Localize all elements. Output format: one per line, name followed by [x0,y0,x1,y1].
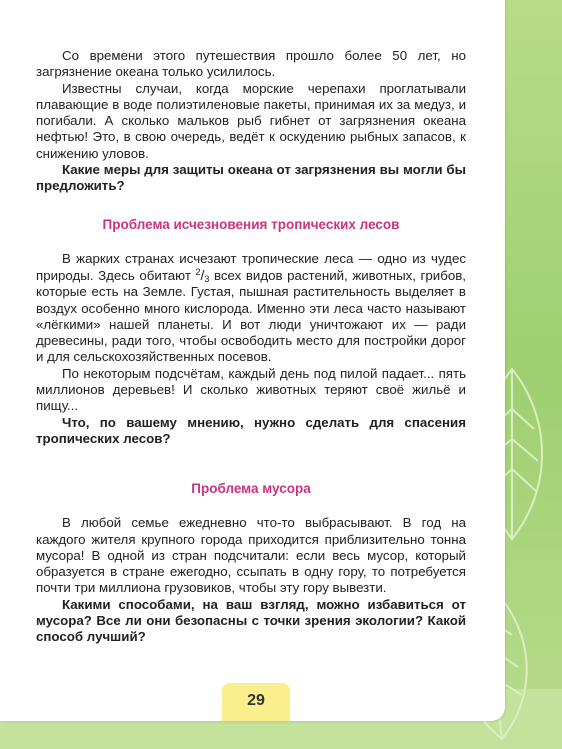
fraction-slash: / [200,266,205,283]
page-content [36,48,466,646]
fraction-numerator: 2 [195,266,201,277]
fraction-denominator: 3 [204,273,210,284]
paragraph: В любой семье ежедневно что-то выбрасывают. В год на каждого жителя крупного города приходится приблизительно тонна мусора! В одной из стран подсчитали: если весь мусор, который образуется в стране ежегодно, ссыпать в одну гору, то потребуется почти три миллиона грузовиков, чтобы эту гору вывезти. [36,515,466,596]
question: Какими способами, на ваш взгляд, можно избавиться от мусора? Все ли они безопасны с точки зрения экологии? Какой способ лучший? [36,596,466,645]
paragraph: По некоторым подсчётам, каждый день под пилой падает... пять миллионов деревьев! И сколько животных теряют своё жильё и пищу... [36,365,466,414]
paragraph: Со времени этого путешествия прошло более 50 лет, но загрязнение океана только усилилось. [36,48,466,80]
question: Какие меры для защиты океана от загрязнения вы могли бы предложить? [36,162,466,194]
section-heading-garbage: Проблема мусора [191,481,311,497]
question: Что, по вашему мнению, нужно сделать для спасения тропических лесов? [36,414,466,446]
paragraph-text: всех видов растений, животных, грибов, которые есть на Земле. Густая, пышная растительность выделяет в воздух особенно много кислорода. Именно эти леса часто называют «лёгкими» нашей планеты. И вот люди уничтожают их — ради древесины, ради того, чтобы освободить место для постройки дорог и для сельскохозяйственных посевов. [36,267,466,365]
paragraph [36,251,466,366]
section-heading-tropical-forests: Проблема исчезновения тропических лесов [102,216,400,232]
paragraph-text: В жарких странах исчезают тропические леса — одно из чудес природы. Здесь обитают [36,250,466,283]
page-number: 29 [222,683,290,721]
paragraph: Известны случаи, когда морские черепахи проглатывали плавающие в воде полиэтиленовые пакеты, принимая их за медуз, и погибали. А сколько мальков рыб гибнет от загрязнения океана нефтью! Это, в свою очередь, ведёт к оскудению рыбных запасов, к снижению уловов. [36,80,466,161]
